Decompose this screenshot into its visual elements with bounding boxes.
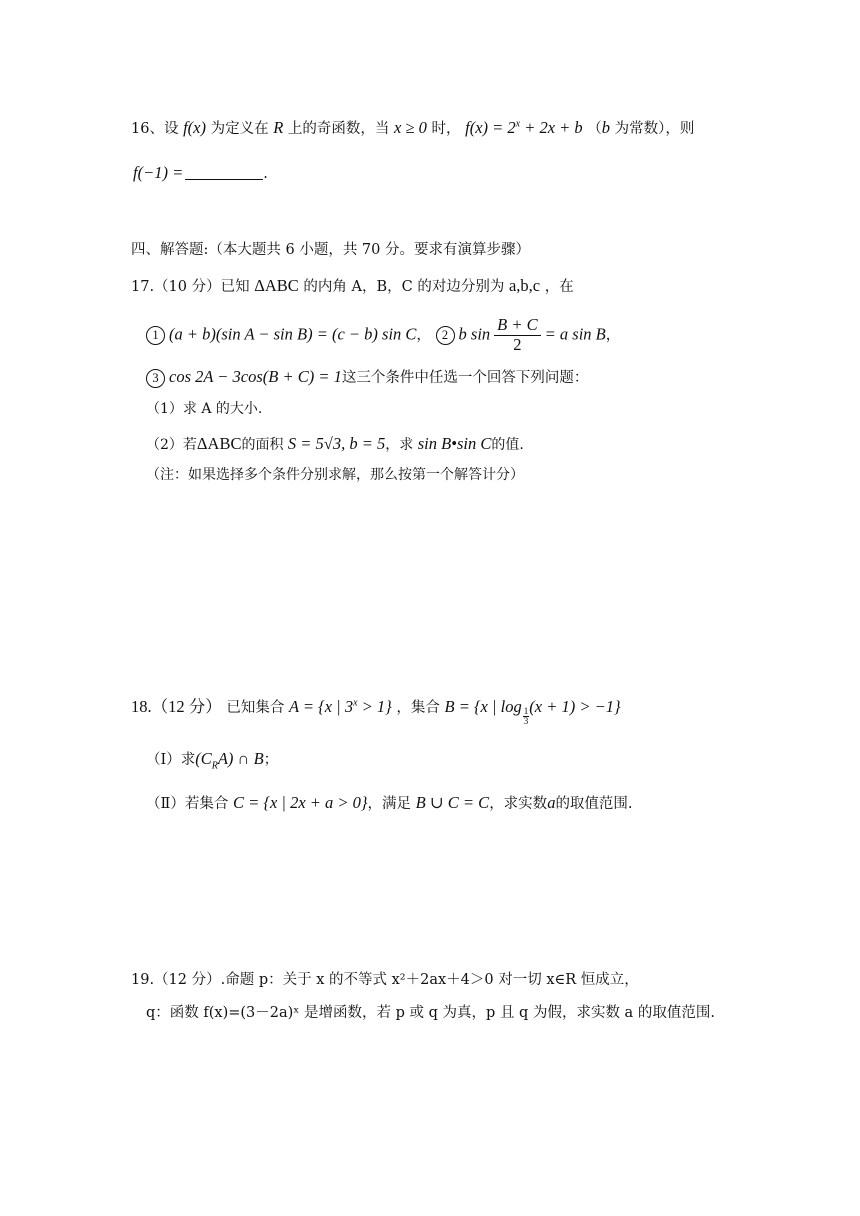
q17-text1: 的内角 A，B，C 的对边分别为: [303, 279, 505, 295]
q16-end: .: [263, 166, 268, 182]
condition-3-marker: 3: [146, 369, 165, 388]
q18-line1: [131, 696, 621, 726]
condition-2-fraction: $\frac{B + C}{2}$: [494, 316, 540, 355]
q17-number: 17.（10 分）已知: [131, 279, 250, 295]
q17-triangle: ΔABC: [254, 276, 299, 295]
q18-part1-expression: $(C_RA)$ ∩ B: [195, 749, 264, 772]
q16-number: 16、: [131, 121, 164, 137]
q17-part2-text1: 的面积: [241, 437, 284, 453]
q17-note: （注：如果选择多个条件分别求解，那么按第一个解答计分）: [146, 467, 524, 483]
condition-2-left: b sin: [458, 324, 491, 344]
q17-part2-text2: ，求: [385, 437, 414, 453]
condition-2-marker: 2: [436, 326, 455, 345]
q18-part1: [146, 748, 278, 772]
condition-sep-2: ，: [605, 327, 621, 344]
q16-formula: $f(x) = 2^x + 2x + b$: [465, 118, 583, 137]
condition-3-text: 这三个条件中任选一个回答下列问题：: [341, 370, 589, 386]
q18-number: 18.（12 分）: [131, 697, 222, 716]
q18-part2-text3: 的取值范围.: [555, 796, 633, 812]
q18-part2-text2: ，求实数: [489, 796, 548, 812]
q17-conditions: [146, 316, 620, 355]
q16-text6: 为常数），则: [614, 121, 695, 137]
q17-target-expression: sin B•sin C: [417, 434, 492, 453]
q18-variable-a: a: [547, 793, 556, 812]
q18-part1-prefix: （Ⅰ）求: [146, 752, 196, 768]
q18-part1-end: ；: [263, 752, 279, 768]
q18-part2-prefix: （Ⅱ）若集合: [146, 796, 229, 812]
condition-3: cos 2A − 3cos(B + C) = 1: [169, 367, 342, 386]
condition-sep-1: ，: [416, 327, 431, 344]
q17-condition-3-line: [146, 366, 588, 388]
q18-text2: ，集合: [396, 700, 440, 716]
q16-text5: （: [587, 121, 602, 137]
q16-line2: [133, 162, 268, 184]
q16-fx: f(x): [183, 118, 206, 137]
q16-b: b: [601, 118, 611, 137]
q19-line2: q：函数 f(x)=(3－2a)ˣ 是增函数，若 p 或 q 为真，p 且 q 为假，求实数 a 的取值范围.: [146, 1005, 715, 1021]
q17-text2: ，在: [544, 279, 574, 295]
set-A: A = {x | $3^x > 1$}: [288, 697, 392, 716]
q17-sides: a,b,c: [508, 276, 541, 295]
q17-line1: [131, 275, 574, 297]
q16-R: R: [273, 118, 284, 137]
q17-part1: （1）求 A 的大小.: [146, 401, 263, 417]
q16-line1: [131, 117, 694, 139]
set-C: C = {x | 2x + a > 0}: [232, 793, 368, 812]
q17-part2-prefix: （2）若: [146, 437, 197, 453]
q19-line1: 19.（12 分）.命题 p：关于 x 的不等式 x²＋2ax＋4＞0 对一切 x∈R 恒成立，: [131, 972, 639, 988]
q17-part2-triangle: ΔABC: [196, 434, 242, 453]
q17-area-formula: S = 5√3, b = 5: [287, 434, 386, 453]
condition-1: (a + b)(sin A − sin B) = (c − b) sin C: [169, 324, 417, 344]
condition-1-marker: 1: [146, 326, 165, 345]
q17-part2-text3: 的值.: [491, 437, 524, 453]
answer-blank[interactable]: [185, 165, 263, 180]
q18-part2: [146, 792, 633, 814]
q16-text4: 时，: [431, 121, 461, 137]
union-condition: B ∪ C = C: [415, 793, 490, 812]
q18-text1: 已知集合: [226, 700, 285, 716]
q16-text1: 设: [163, 121, 179, 137]
q17-part2: [146, 433, 524, 454]
q16-cond: x ≥ 0: [394, 118, 427, 137]
q16-text2: 为定义在: [210, 121, 269, 137]
q16-answer-lhs: f(−1) =: [133, 163, 184, 182]
q16-text3: 上的奇函数，当: [287, 121, 390, 137]
set-B: B = {x | log $\frac{1}{3}(x + 1) > -1$}: [444, 697, 621, 726]
condition-2-right: = a sin B: [544, 324, 606, 344]
section-heading: 四、解答题:（本大题共 6 小题，共 70 分。要求有演算步骤）: [131, 242, 530, 258]
q18-part2-text1: ，满足: [367, 796, 412, 812]
